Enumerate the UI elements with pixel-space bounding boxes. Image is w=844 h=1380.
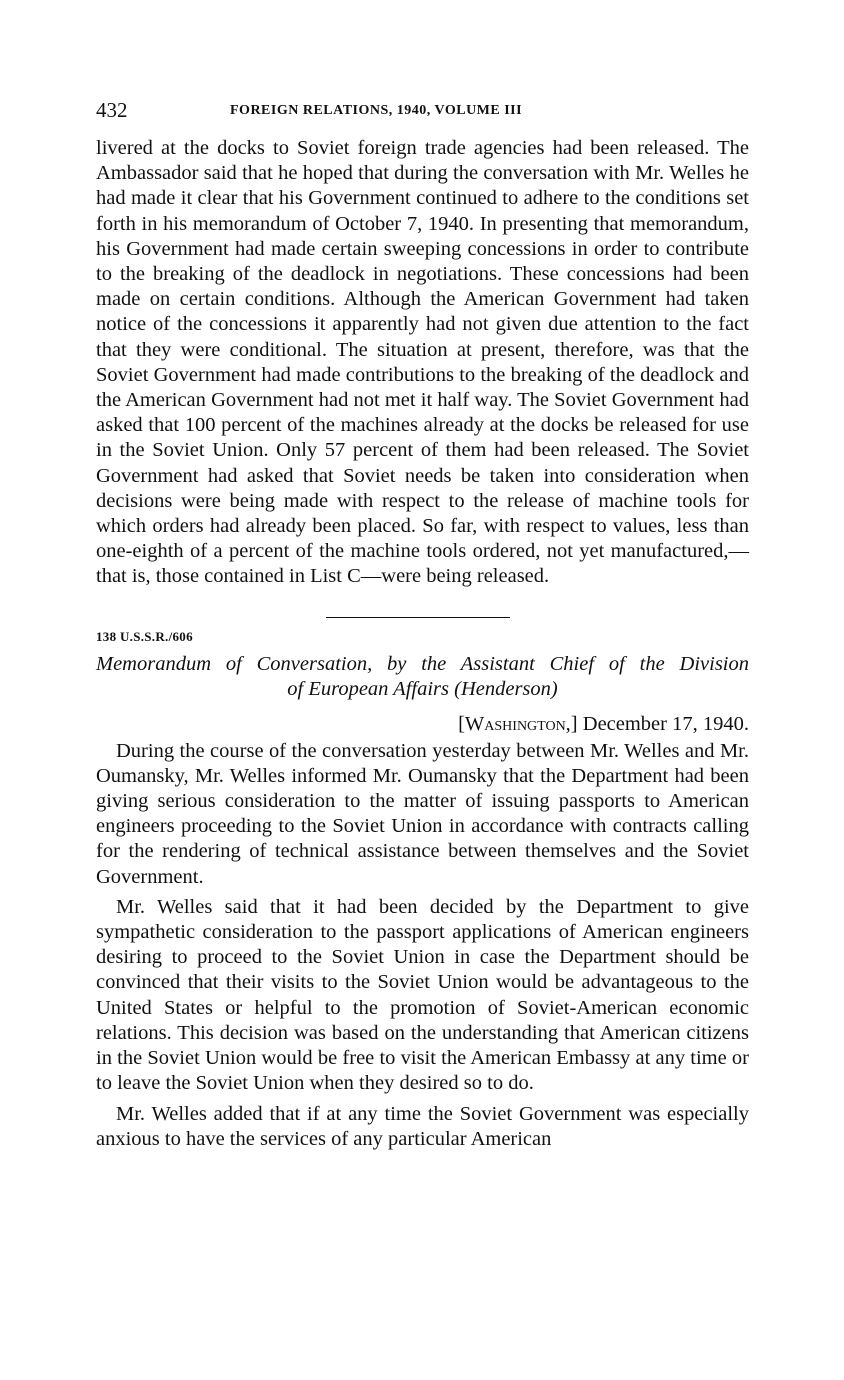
section-divider bbox=[326, 617, 510, 618]
document-title-line-2: of European Affairs (Henderson) bbox=[287, 677, 558, 700]
running-head-title: FOREIGN RELATIONS, 1940, VOLUME III bbox=[230, 103, 523, 118]
dateline bbox=[96, 712, 749, 737]
running-head bbox=[96, 96, 749, 128]
file-reference: 138 U.S.S.R./606 bbox=[96, 628, 193, 644]
document-title-line-1: Memorandum of Conversation, by the Assistant Chief of the Division bbox=[96, 652, 749, 675]
body-paragraph-3: Mr. Welles added that if at any time the Soviet Government was especially anxious to have the services of any particular American bbox=[96, 1102, 749, 1150]
page-number: 432 bbox=[96, 98, 128, 122]
continued-paragraph: livered at the docks to Soviet foreign trade agencies had been released. The Ambassador said that he hoped that during the conversation with Mr. Welles he had made it clear that his Government continued to adhere to the conditions set forth in his memorandum of October 7, 1940. In presenting that memorandum, his Government had made certain sweeping concessions in order to contribute to the breaking of the deadlock in negotiations. These concessions had been made on certain conditions. Although the American Government had taken notice of the concessions it apparently had not given due attention to the fact that they were conditional. The situation at present, therefore, was that the Soviet Government had made contributions to the breaking of the deadlock and the American Government had not met it half way. The Soviet Government had asked that 100 percent of the machines already at the docks be released for use in the Soviet Union. Only 57 percent of them had been released. The Soviet Government had asked that Soviet needs be taken into consideration when decisions were being made with respect to the release of machine tools for which orders had already been placed. So far, with respect to values, less than one-eighth of a percent of the machine tools ordered, not yet manufactured,—that is, those contained in List C—were being released. bbox=[96, 137, 749, 588]
body-paragraph-1: During the course of the conversation yesterday between Mr. Welles and Mr. Oumansky, Mr. Welles informed Mr. Oumansky that the Department had been giving serious consideration to the matter of issuing passports to American engineers proceeding to the Soviet Union in accordance with contracts calling for the rendering of technical assistance between themselves and the Soviet Government. bbox=[96, 739, 749, 888]
dateline-date: December 17, 1940. bbox=[582, 712, 749, 735]
document-page bbox=[96, 96, 749, 1152]
document-title bbox=[96, 652, 749, 702]
body-paragraph-2: Mr. Welles said that it had been decided by the Department to give sympathetic consideration to the passport applications of American engineers desiring to proceed to the Soviet Union in case the Department should be convinced that their visits to the Soviet Union would be advantageous to the United States or helpful to the promotion of Soviet-American economic relations. This decision was based on the understanding that American citizens in the Soviet Union would be free to visit the American Embassy at any time or to leave the Soviet Union when they desired so to do. bbox=[96, 895, 749, 1095]
dateline-place: [Washington,] bbox=[458, 712, 578, 735]
